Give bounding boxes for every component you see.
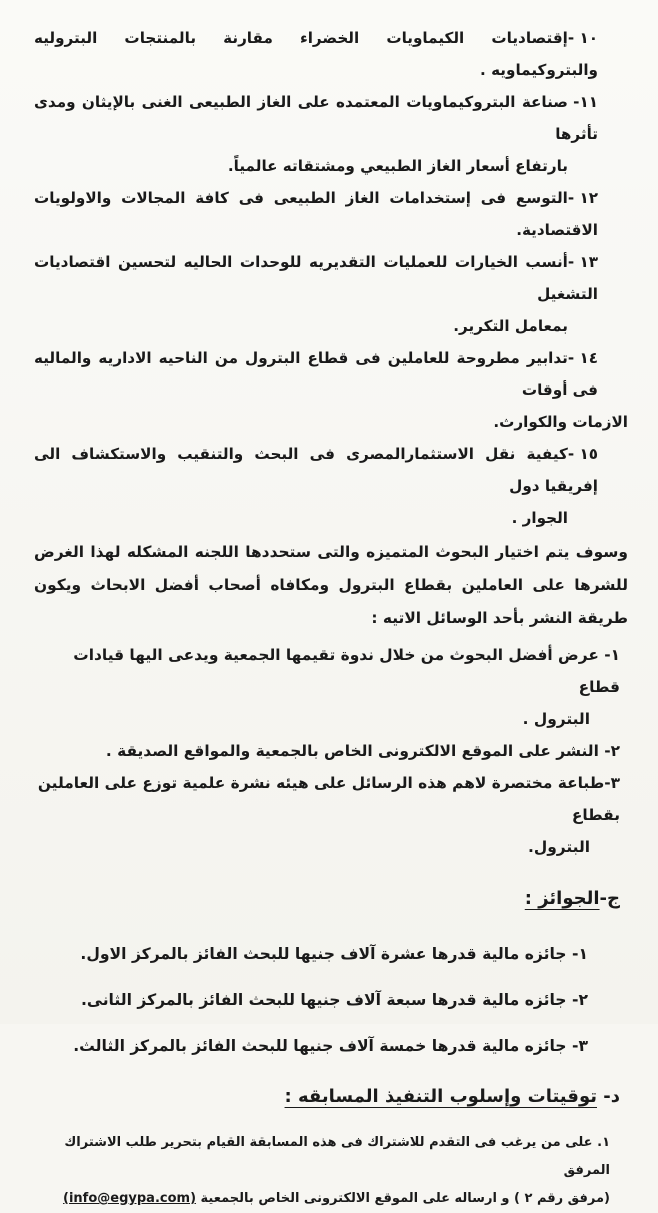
list-item: ١٥ -كيفية نقل الاستثمارالمصرى فى البحث والتنقيب والاستكشاف الى إفريقيا دول xyxy=(34,445,598,495)
list-item: ١٠ -إقتصاديات الكيماويات الخضراء مقارنة بالمنتجات البتروليه والبتروكيماويه . xyxy=(34,29,598,79)
list-item: ١٤ -تدابير مطروحة للعاملين فى قطاع البترول من الناحيه الاداريه والماليه فى أوقات xyxy=(34,349,598,399)
list-item-continuation: (مرفق رقم ٢ ) و ارساله على الموقع الالكترونى الخاص بالجمعية (info@egypa.com) xyxy=(63,1191,610,1206)
list-item: ١- عرض أفضل البحوث من خلال ندوة تقيمها الجمعية ويدعى اليها قيادات قطاع xyxy=(73,646,620,696)
prizes-heading: ج-الجوائز : xyxy=(524,888,620,909)
prizes-list xyxy=(34,931,628,1069)
list-item: ١٢ -التوسع فى إستخدامات الغاز الطبيعى فى كافة المجالات والاولويات الاقتصادية. xyxy=(34,189,598,239)
list-item-continuation: البترول . xyxy=(522,710,590,728)
list-item: ٣- جائزه مالية قدرها خمسة آلاف جنيها للبحث الفائز بالمركز الثالث. xyxy=(73,1037,588,1055)
selection-paragraph: وسوف يتم اختيار البحوث المتميزه والتى ستحددها اللجنه المشكله لهذا الغرض للشرها على العاملين بقطاع البترول ومكافاه أصحاب أفضل الابحاث ويكون طريقة النشر بأحد الوسائل الاتيه : xyxy=(34,543,628,627)
list-item-continuation: بارتفاع أسعار الغاز الطبيعي ومشتقاته عالمياً. xyxy=(227,157,568,175)
timing-list xyxy=(34,1129,628,1213)
list-item-continuation: بمعامل التكرير. xyxy=(453,317,568,335)
list-item-continuation: الجوار . xyxy=(511,509,568,527)
list-item: ١٣ -أنسب الخيارات للعمليات التقديريه للوحدات الحاليه لتحسين اقتصاديات التشغيل xyxy=(34,253,598,303)
list-item-continuation: البترول. xyxy=(528,838,590,856)
topics-list xyxy=(34,22,628,534)
list-item: ٢- جائزه مالية قدرها سبعة آلاف جنيها للبحث الفائز بالمركز الثانى. xyxy=(81,991,588,1009)
list-item-continuation: الازمات والكوارث. xyxy=(493,413,628,431)
list-item: ١. على من يرغب فى التقدم للاشتراك فى هذه المسابقة القيام بتحرير طلب الاشتراك المرفق xyxy=(64,1135,610,1178)
email-link[interactable]: (info@egypa.com) xyxy=(63,1191,197,1206)
publish-methods-list xyxy=(34,639,628,863)
list-item: ٣-طباعة مختصرة لاهم هذه الرسائل على هيئه نشرة علمية توزع على العاملين بقطاع xyxy=(37,774,620,824)
list-item: ١١-صناعة البتروكيماويات المعتمده على الغاز الطبيعى الغنى بالإيثان ومدى تأثرها xyxy=(34,93,598,143)
timing-heading: د- توقيتات وإسلوب التنفيذ المسابقه : xyxy=(284,1086,620,1107)
list-item: ٢- النشر على الموقع الالكترونى الخاص بالجمعية والمواقع الصديقة . xyxy=(105,742,620,760)
list-item: ١- جائزه مالية قدرها عشرة آلاف جنيها للبحث الفائز بالمركز الاول. xyxy=(80,945,588,963)
